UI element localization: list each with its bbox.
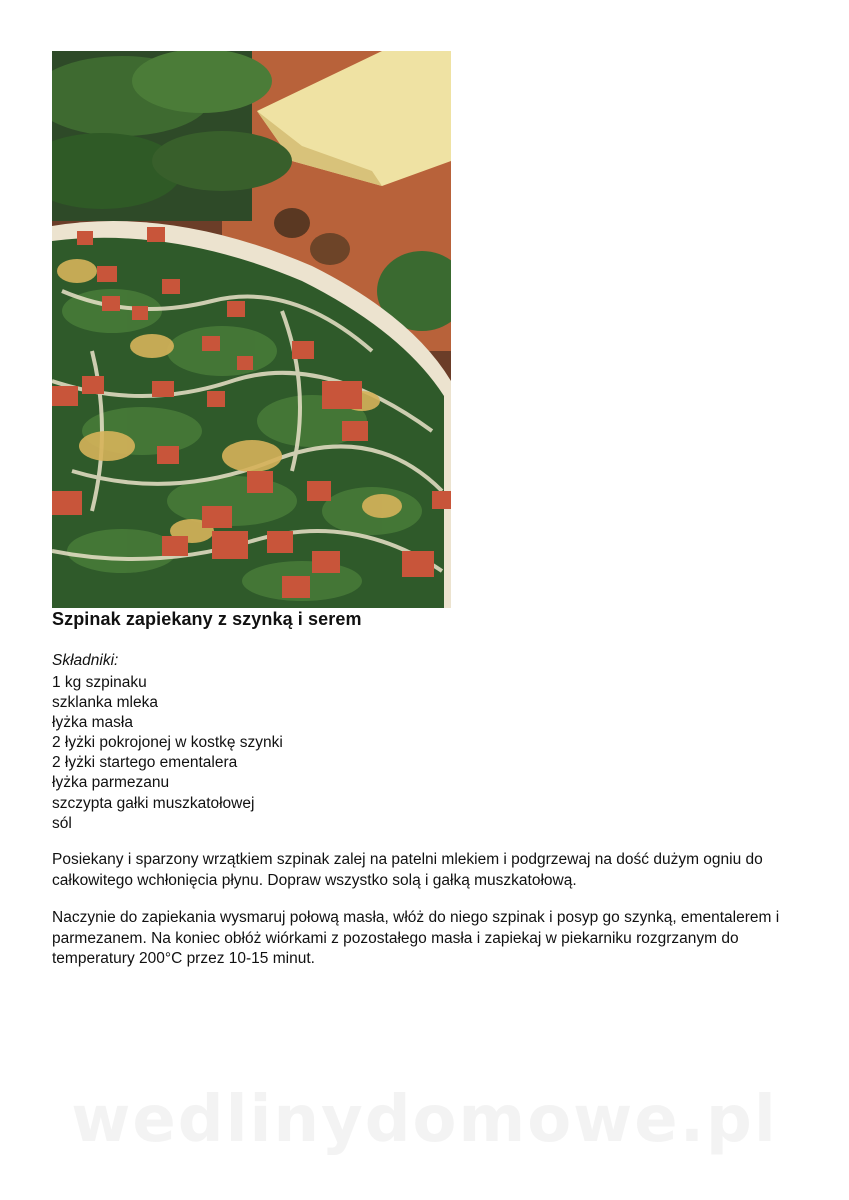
watermark: wedlinydomowe.pl [71,1083,778,1157]
ingredients-heading: Składniki: [52,652,119,669]
ingredient-item: szklanka mleka [52,694,158,712]
instructions-paragraph-2: Naczynie do zapiekania wysmaruj połową masła, włóż do niego szpinak i posyp go szynką, ementalerem i parmezanem. Na koniec obłóż wiórkami z pozostałego masła i zapiekaj w piekarniku rozgrzanym do temperatury 200°C przez 10-15 minut. [52,909,780,967]
ingredient-item: szczypta gałki muszkatołowej [52,794,255,812]
recipe-title: Szpinak zapiekany z szynką i serem [52,609,362,629]
instructions-paragraph-1: Posiekany i sparzony wrzątkiem szpinak zalej na patelni mlekiem i podgrzewaj na dość dużym ogniu do całkowitego wchłonięcia płynu. Dopraw wszystko solą i gałką muszkatołową. [52,851,763,889]
ingredient-item: łyżka parmezanu [52,774,170,792]
ingredient-item: 2 łyżki pokrojonej w kostkę szynki [52,734,283,752]
ingredient-item: 1 kg szpinaku [52,674,147,691]
ingredient-item: 2 łyżki startego ementalera [52,754,238,772]
recipe-photo [52,51,451,608]
ingredient-item: łyżka masła [52,714,133,732]
ingredient-item: sól [52,814,72,832]
ingredients-list [52,673,283,834]
